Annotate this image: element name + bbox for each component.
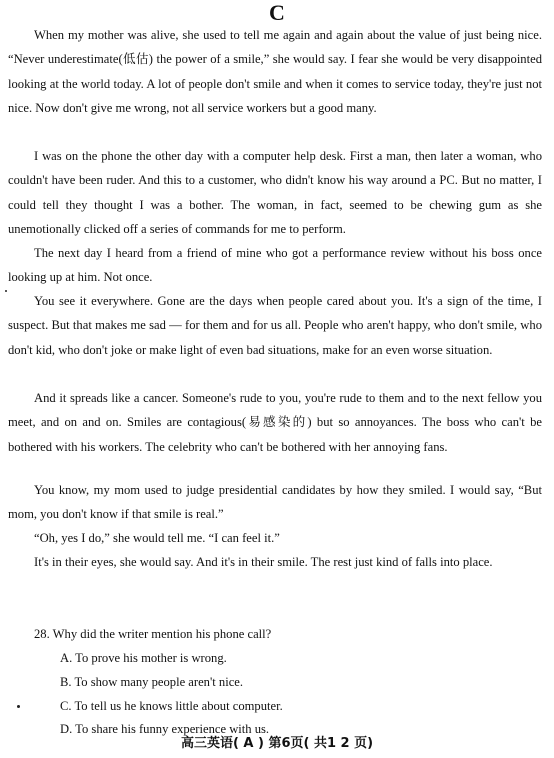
option-d: D. To share his funny experience with us. <box>60 722 270 736</box>
page-footer: 高三英语( A ) 第6页( 共1 2 页) <box>180 736 374 751</box>
option-c: C. To tell us he knows little about computer. <box>60 699 283 713</box>
paragraph-7: “Oh, yes I do,” she would tell me. “I can feel it.” <box>34 531 280 545</box>
stray-mark <box>5 290 7 292</box>
paragraph-6: You know, my mom used to judge presidential candidates by how they smiled. I would say, “But mom, you don't know if that smile is real.” <box>8 483 542 522</box>
section-letter: C <box>269 0 285 25</box>
paragraph-2: I was on the phone the other day with a computer help desk. First a man, then later a woman, who couldn't have been ruder. And this to a customer, who didn't know his way around a PC. But no matter, I could tell they thought I was a bother. The woman, in fact, seemed to be chewing gum as she unemotionally clicked off a series of commands for me to perform. <box>8 149 542 237</box>
question-28: 28. Why did the writer mention his phone call? <box>34 627 272 641</box>
paragraph-5: And it spreads like a cancer. Someone's rude to you, you're rude to them and to the next fellow you meet, and on and on. Smiles are contagious(易感染的) but so annoyances. The boss who can't be bothered with his workers. The celebrity who can't be bothered with her annoying fans. <box>8 391 542 454</box>
stray-mark <box>17 705 20 708</box>
paragraph-4: You see it everywhere. Gone are the days when people cared about you. It's a sign of the time, I suspect. But that makes me sad — for them and for us all. People who aren't happy, who don't smile, who don't kid, who don't joke or make light of even bad situations, make for an even worse situation. <box>8 294 542 357</box>
option-b: B. To show many people aren't nice. <box>60 675 244 689</box>
option-a: A. To prove his mother is wrong. <box>60 651 227 665</box>
paragraph-3: The next day I heard from a friend of mine who got a performance review without his boss once looking up at him. Not once. <box>8 246 542 285</box>
paragraph-1: When my mother was alive, she used to tell me again and again about the value of just being nice. “Never underestimate(低估) the power of a smile,” she would say. I fear she would be very disappointed looking at the world today. A lot of people don't smile and when it comes to service today, they're just not nice. Now don't give me wrong, not all service workers but a good many. <box>8 28 542 116</box>
paragraph-8: It's in their eyes, she would say. And it's in their smile. The rest just kind of falls into place. <box>34 555 493 569</box>
